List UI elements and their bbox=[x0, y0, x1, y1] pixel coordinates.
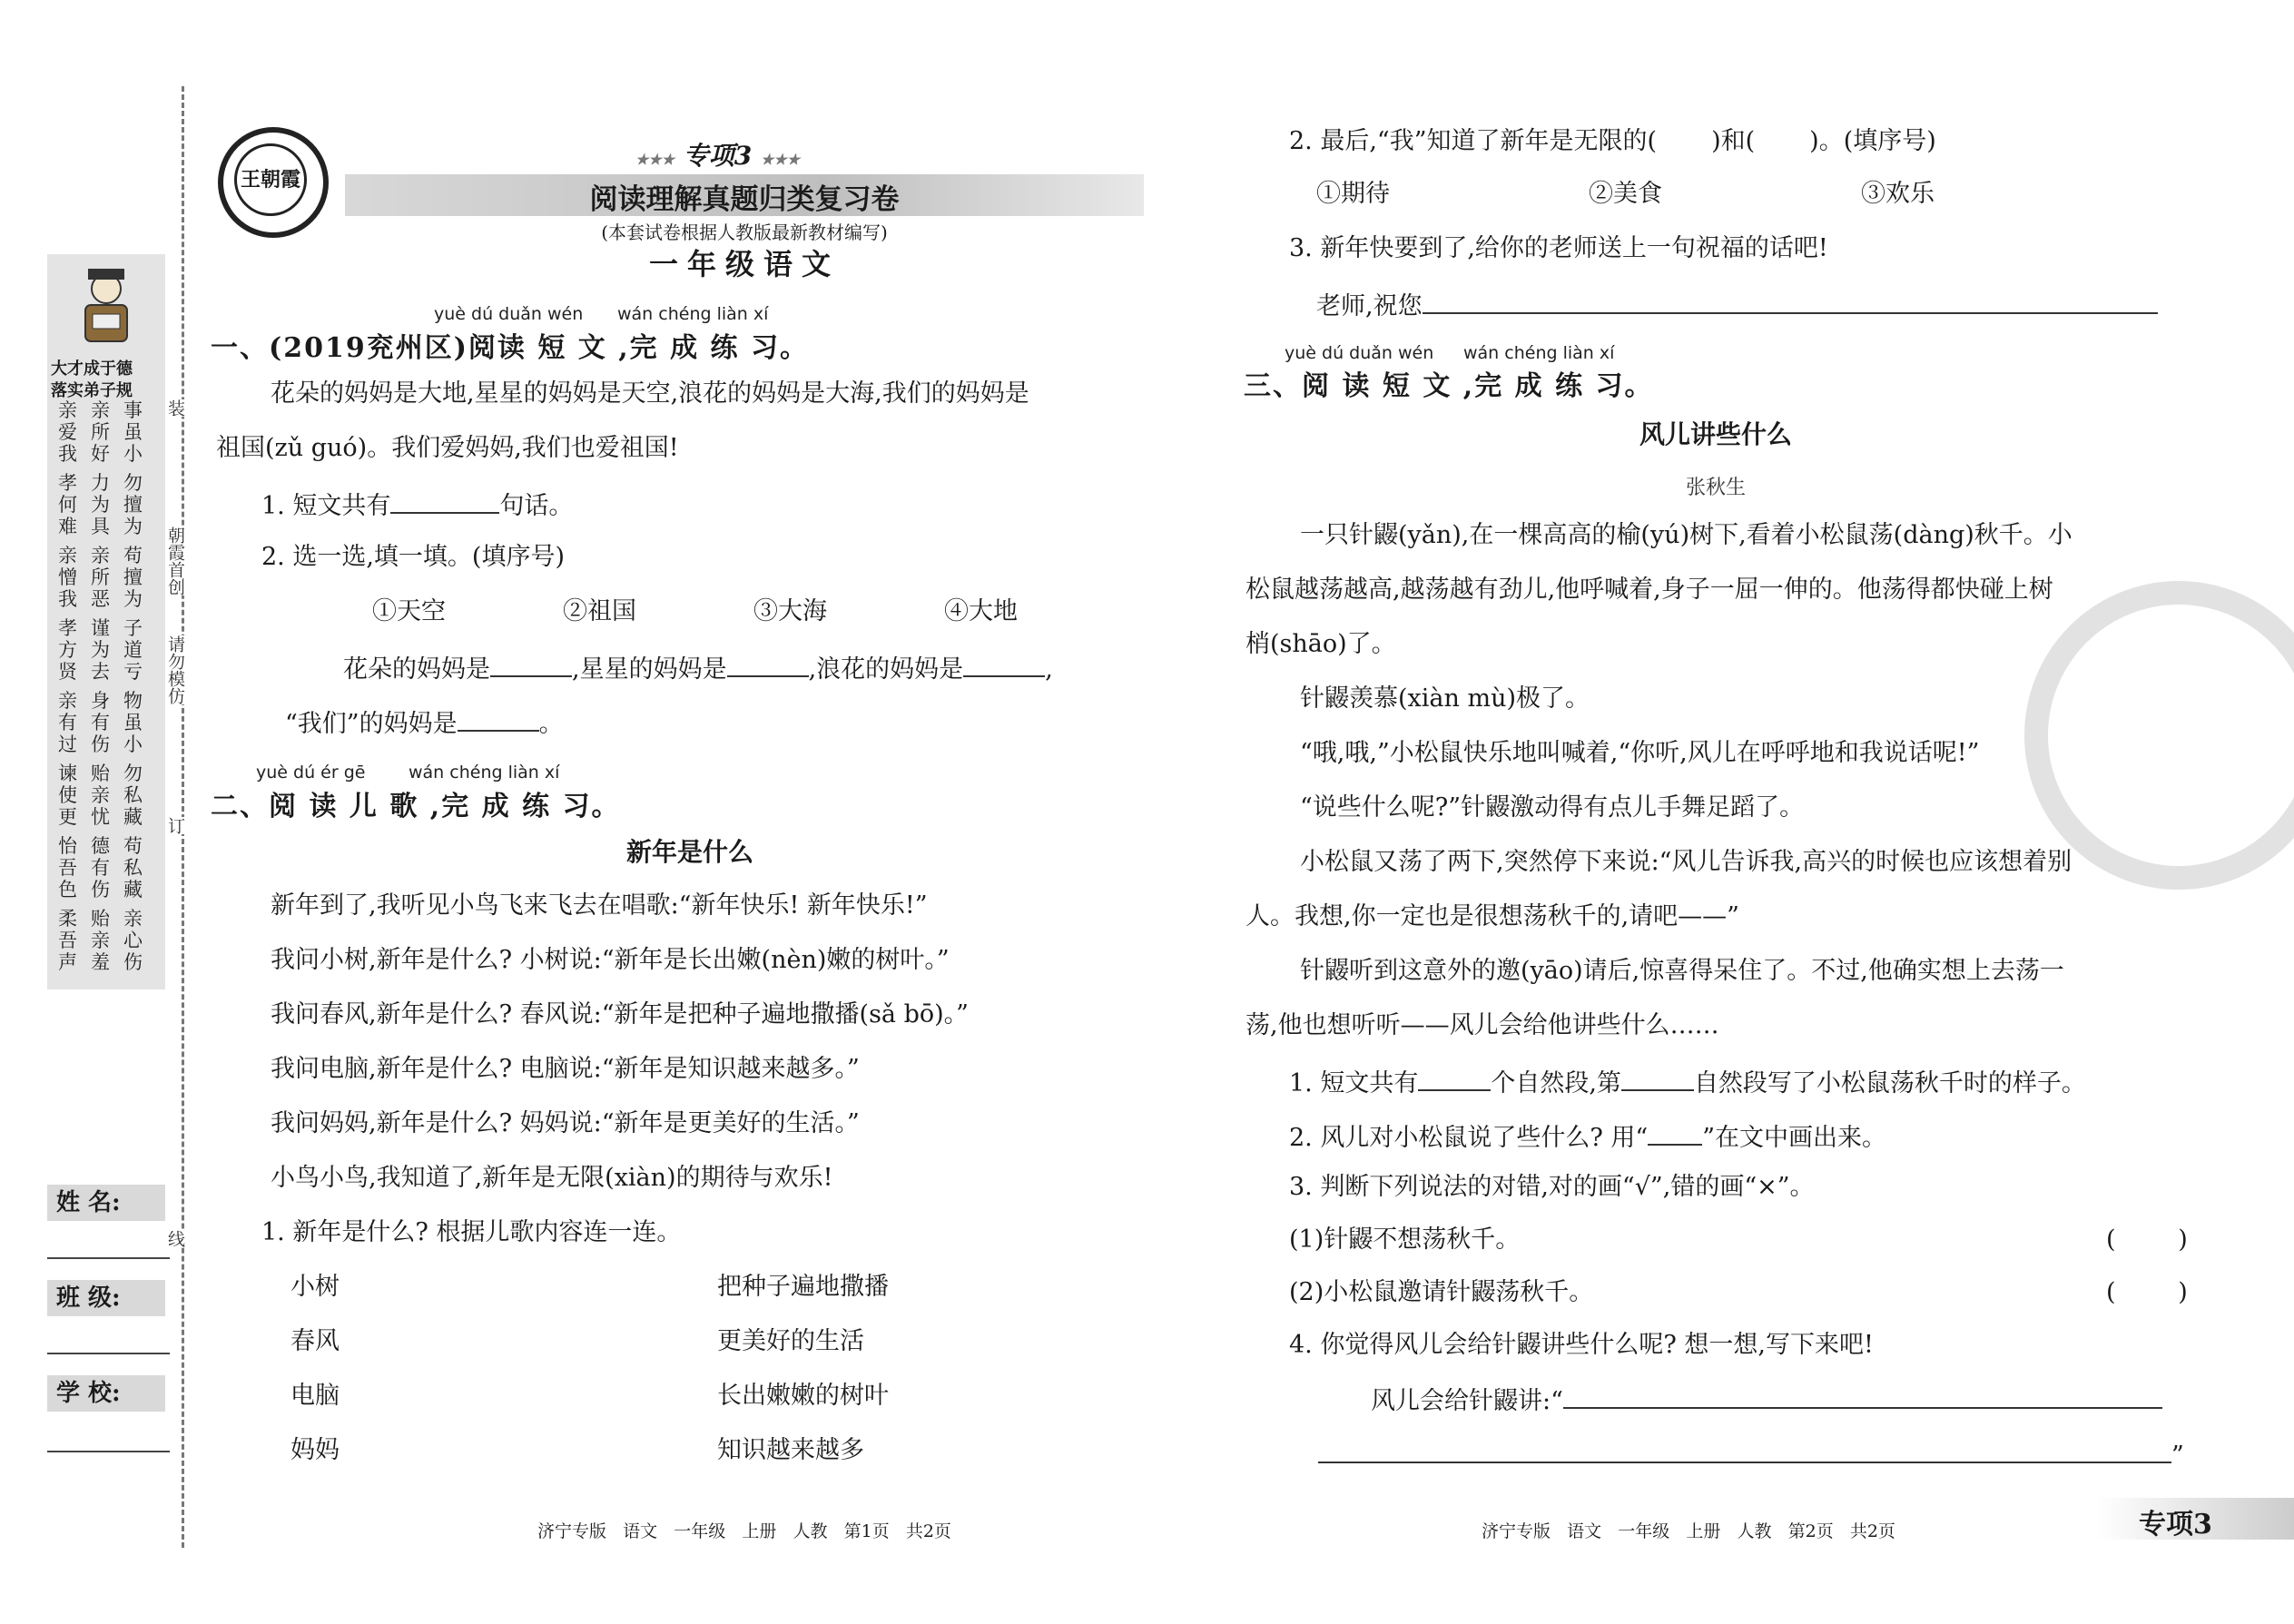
poem-column: 亲有过 bbox=[58, 690, 77, 755]
match-left-3[interactable]: 电脑 bbox=[290, 1382, 340, 1410]
judge-1: (1)针鼹不想荡秋千。 bbox=[1289, 1225, 1521, 1254]
fill-blank-3[interactable] bbox=[963, 652, 1045, 677]
sec1-fill-1 bbox=[343, 652, 1053, 684]
class-label: 班 级: bbox=[47, 1280, 165, 1316]
name-field[interactable] bbox=[47, 1257, 170, 1259]
judge-2-answer[interactable]: ( ) bbox=[2106, 1278, 2188, 1306]
poem-column: 勿擅为 bbox=[123, 472, 143, 537]
q1-text: 个自然段,第 bbox=[1491, 1069, 1621, 1097]
poem-column: 孝何难 bbox=[58, 472, 77, 537]
fill-text: 。 bbox=[538, 710, 564, 738]
motto-bottom: 落实弟子规 bbox=[51, 381, 133, 400]
poem-column: 怡吾色 bbox=[58, 835, 77, 901]
story-line: 松鼠越荡越高,越荡越有劲儿,他呼喊着,身子一屈一伸的。他荡得都快碰上树 bbox=[1245, 576, 2053, 604]
poem-column: 谨为去 bbox=[91, 617, 110, 683]
pinyin-2a: yuè dú ér gē bbox=[256, 763, 366, 782]
poem-column: 苟私藏 bbox=[123, 835, 143, 901]
q1-text: 1. 短文共有 bbox=[261, 492, 391, 520]
sec1-q2: 2. 选一选,填一填。(填序号) bbox=[261, 543, 565, 571]
match-right-3[interactable]: 长出嫩嫩的树叶 bbox=[717, 1382, 889, 1410]
motto-top: 大才成于德 bbox=[51, 359, 133, 379]
poem-column: 亲憎我 bbox=[58, 545, 77, 610]
poem-column: 勿私藏 bbox=[123, 763, 143, 828]
poem-column: 物虽小 bbox=[123, 690, 143, 755]
judge-2: (2)小松鼠邀请针鼹荡秋千。 bbox=[1289, 1278, 1594, 1306]
school-field[interactable] bbox=[47, 1451, 170, 1452]
match-right-4[interactable]: 知识越来越多 bbox=[717, 1436, 864, 1464]
sec3-q1 bbox=[1289, 1066, 2086, 1098]
section-3-heading: 三、阅 读 短 文 ,完 成 练 习。 bbox=[1244, 370, 1654, 402]
sec3-q4-line2 bbox=[1318, 1438, 2184, 1471]
r-q2-option-1: ①期待 bbox=[1316, 180, 1390, 208]
scholar-figure-icon bbox=[74, 263, 138, 345]
fill-text: , bbox=[1045, 655, 1053, 684]
q2-text: )和( bbox=[1711, 127, 1756, 155]
poem-column: 事虽小 bbox=[123, 399, 143, 465]
judge-1-answer[interactable]: ( ) bbox=[2106, 1225, 2188, 1254]
fill-text: ,星星的妈妈是 bbox=[572, 655, 727, 684]
q3-blank[interactable] bbox=[1423, 289, 2158, 314]
sec3-q1-blank-1[interactable] bbox=[1418, 1066, 1491, 1091]
match-right-1[interactable]: 把种子遍地撒播 bbox=[717, 1273, 889, 1301]
q2-text: 2. 最后,“我”知道了新年是无限的( bbox=[1289, 127, 1658, 155]
option-2: ②祖国 bbox=[563, 597, 636, 625]
poem-column: 力为具 bbox=[91, 472, 110, 537]
footer-series-label: 专项3 bbox=[2139, 1509, 2212, 1540]
paper-title: 阅读理解真题归类复习卷 bbox=[589, 183, 900, 216]
binding-note-3: 请勿模仿 bbox=[166, 635, 188, 704]
story-line: 梢(shāo)了。 bbox=[1245, 630, 1396, 658]
q1-blank[interactable] bbox=[390, 488, 499, 514]
sec1-fill-2 bbox=[285, 706, 564, 739]
story-line: 一只针鼹(yǎn),在一棵高高的榆(yú)树下,看着小松鼠荡(dàng)秋千。小 bbox=[1300, 521, 2072, 549]
poem-line: 我问小树,新年是什么? 小树说:“新年是长出嫩(nèn)嫩的树叶。” bbox=[271, 946, 950, 974]
option-1: ①天空 bbox=[372, 597, 446, 625]
story-line: 针鼹听到这意外的邀(yāo)请后,惊喜得呆住了。不过,他确实想上去荡一 bbox=[1300, 957, 2064, 985]
story-line: 小松鼠又荡了两下,突然停下来说:“风儿告诉我,高兴的时候也应该想着别 bbox=[1300, 848, 2072, 876]
sec3-q4-fill bbox=[1371, 1383, 2162, 1416]
r-q3-fill bbox=[1316, 289, 2158, 321]
r-q3: 3. 新年快要到了,给你的老师送上一句祝福的话吧! bbox=[1289, 234, 1828, 262]
series-label: 专项3 bbox=[683, 141, 753, 171]
poem-line: 小鸟小鸟,我知道了,新年是无限(xiàn)的期待与欢乐! bbox=[271, 1164, 833, 1192]
poem-column: 苟擅为 bbox=[123, 545, 143, 610]
grade-subject: 一年级语文 bbox=[648, 247, 840, 281]
q4-blank-2[interactable] bbox=[1318, 1438, 2171, 1463]
watermark-seal bbox=[2024, 581, 2294, 890]
sec3-q4: 4. 你觉得风儿会给针鼹讲些什么呢? 想一想,写下来吧! bbox=[1289, 1331, 1874, 1359]
poem-column: 德有伤 bbox=[91, 835, 110, 901]
poem-column: 子道亏 bbox=[123, 617, 143, 683]
poem-line: 我问妈妈,新年是什么? 妈妈说:“新年是更美好的生活。” bbox=[271, 1109, 860, 1137]
match-left-4[interactable]: 妈妈 bbox=[290, 1436, 340, 1464]
q4-blank-1[interactable] bbox=[1563, 1383, 2162, 1409]
brand-name: 王朝霞 bbox=[234, 143, 307, 216]
q1-text: 自然段写了小松鼠荡秋千时的样子。 bbox=[1693, 1069, 2086, 1097]
poem-column: 孝方贤 bbox=[58, 617, 77, 683]
paper-subtitle: (本套试卷根据人教版最新教材编写) bbox=[601, 221, 888, 243]
story-line: 荡,他也想听听——风儿会给他讲些什么…… bbox=[1245, 1011, 1719, 1039]
poem-line: 我问春风,新年是什么? 春风说:“新年是把种子遍地撒播(sǎ bō)。” bbox=[271, 1000, 969, 1029]
story-line: “说些什么呢?”针鼹激动得有点儿手舞足蹈了。 bbox=[1300, 793, 1805, 822]
sec1-q1 bbox=[261, 488, 573, 521]
poem-column: 身有伤 bbox=[91, 690, 110, 755]
star-icon: ★★★ bbox=[761, 151, 801, 168]
r-q2 bbox=[1289, 127, 1936, 156]
series-badge bbox=[635, 136, 908, 172]
match-left-1[interactable]: 小树 bbox=[290, 1273, 340, 1301]
r-q2-option-2: ②美食 bbox=[1589, 180, 1662, 208]
fill-text: “我们”的妈妈是 bbox=[285, 710, 458, 738]
underline-sample bbox=[1648, 1120, 1702, 1146]
pinyin-2b: wán chéng liàn xí bbox=[409, 763, 560, 782]
pinyin-1b: wán chéng liàn xí bbox=[617, 304, 769, 324]
left-footer: 济宁专版 语文 一年级 上册 人教 第1页 共2页 bbox=[537, 1521, 951, 1541]
sec1-para-2: 祖国(zǔ guó)。我们爱妈妈,我们也爱祖国! bbox=[216, 434, 679, 462]
q4-fill-text: 风儿会给针鼹讲:“ bbox=[1371, 1387, 1563, 1415]
q1-text: 1. 短文共有 bbox=[1289, 1069, 1419, 1097]
option-3: ③大海 bbox=[753, 597, 827, 625]
poem-line: 新年到了,我听见小鸟飞来飞去在唱歌:“新年快乐! 新年快乐!” bbox=[271, 891, 928, 920]
sec1-para-1: 花朵的妈妈是大地,星星的妈妈是天空,浪花的妈妈是大海,我们的妈妈是 bbox=[271, 379, 1029, 408]
q2-text: 2. 风儿对小松鼠说了些什么? 用“ bbox=[1289, 1124, 1649, 1152]
poem-column: 谏使更 bbox=[58, 763, 77, 828]
pinyin-1a: yuè dú duǎn wén bbox=[434, 304, 584, 324]
poem-column: 亲所恶 bbox=[91, 545, 110, 610]
pinyin-3b: wán chéng liàn xí bbox=[1463, 343, 1615, 363]
option-4: ④大地 bbox=[944, 597, 1018, 625]
binding-note-2: 朝霞首创 bbox=[166, 527, 188, 595]
sec3-q1-blank-2[interactable] bbox=[1621, 1066, 1694, 1091]
match-left-2[interactable]: 春风 bbox=[290, 1327, 340, 1355]
q1-text-end: 句话。 bbox=[499, 492, 574, 520]
sec3-q2 bbox=[1289, 1120, 1886, 1153]
binding-note-5: 线 bbox=[166, 1230, 188, 1247]
poem-column: 柔吾声 bbox=[58, 908, 77, 973]
fill-text: ,浪花的妈妈是 bbox=[808, 655, 964, 684]
sec2-q1: 1. 新年是什么? 根据儿歌内容连一连。 bbox=[261, 1218, 682, 1246]
q4-end-quote: ” bbox=[2171, 1442, 2184, 1470]
fill-blank-4[interactable] bbox=[458, 706, 539, 732]
poem-title: 新年是什么 bbox=[625, 837, 753, 867]
poem-line: 我问电脑,新年是什么? 电脑说:“新年是知识越来越多。” bbox=[271, 1055, 860, 1083]
q3-fill-text: 老师,祝您 bbox=[1316, 292, 1423, 320]
story-line: “哦,哦,”小松鼠快乐地叫喊着,“你听,风儿在呼呼地和我说话呢!” bbox=[1300, 739, 1980, 767]
story-line: 人。我想,你一定也是很想荡秋千的,请吧——” bbox=[1245, 902, 1739, 930]
sec3-q3: 3. 判断下列说法的对错,对的画“√”,错的画“×”。 bbox=[1289, 1173, 1815, 1201]
right-footer: 济宁专版 语文 一年级 上册 人教 第2页 共2页 bbox=[1482, 1521, 1895, 1541]
star-icon: ★★★ bbox=[635, 151, 675, 168]
section-2-heading: 二、阅 读 儿 歌 ,完 成 练 习。 bbox=[211, 791, 621, 822]
poem-column: 亲心伤 bbox=[123, 908, 143, 973]
poem-column: 贻亲羞 bbox=[91, 908, 110, 973]
poem-column: 贻亲忧 bbox=[91, 763, 110, 828]
binding-note-1: 装 bbox=[166, 399, 188, 417]
school-label: 学 校: bbox=[47, 1375, 165, 1412]
story-title: 风儿讲些什么 bbox=[1639, 419, 1792, 449]
story-line: 针鼹羡慕(xiàn mù)极了。 bbox=[1300, 684, 1590, 713]
class-field[interactable] bbox=[47, 1353, 170, 1354]
q2-text: ”在文中画出来。 bbox=[1702, 1124, 1887, 1152]
match-right-2[interactable]: 更美好的生活 bbox=[717, 1327, 864, 1355]
name-label: 姓 名: bbox=[47, 1185, 165, 1221]
r-q2-option-3: ③欢乐 bbox=[1861, 180, 1935, 208]
poem-column: 亲爱我 bbox=[58, 399, 77, 465]
pinyin-3a: yuè dú duǎn wén bbox=[1285, 343, 1434, 363]
fill-blank-1[interactable] bbox=[490, 652, 572, 677]
brand-seal-logo bbox=[218, 127, 329, 238]
poem-column: 亲所好 bbox=[91, 399, 110, 465]
q2-text: )。(填序号) bbox=[1809, 127, 1936, 155]
story-author: 张秋生 bbox=[1685, 477, 1746, 499]
section-1-heading: 一、(2019兖州区)阅读 短 文 ,完 成 练 习。 bbox=[211, 332, 809, 364]
fill-blank-2[interactable] bbox=[727, 652, 809, 677]
fill-text: 花朵的妈妈是 bbox=[343, 655, 490, 684]
binding-note-4: 订 bbox=[166, 817, 188, 834]
